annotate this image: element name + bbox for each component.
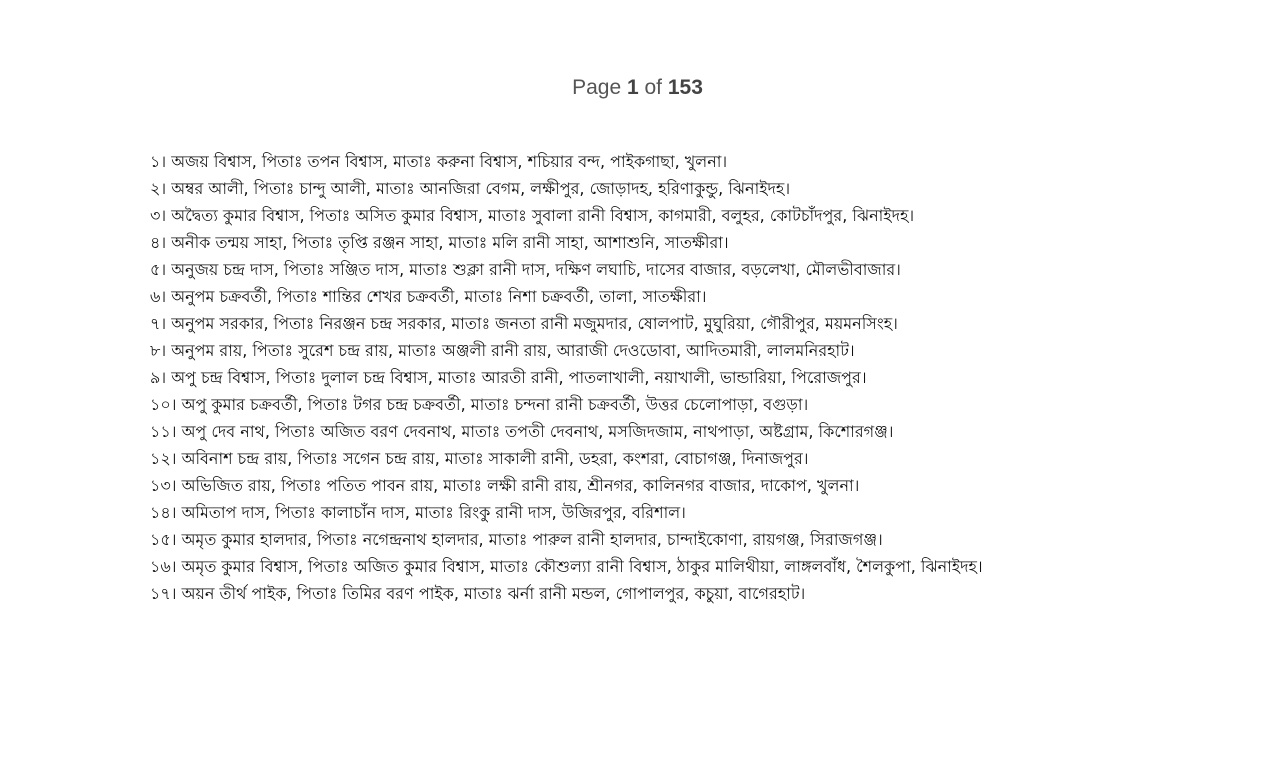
list-item: ১২। অবিনাশ চন্দ্র রায়, পিতাঃ সগেন চন্দ্র রায়, মাতাঃ সাকালী রানী, ডহরা, কংশরা, বোচাগঞ্জ, দিনাজপুর। [150,449,809,468]
list-item: ১৪। অমিতাপ দাস, পিতাঃ কালাচাঁন দাস, মাতাঃ রিংকু রানী দাস, উজিরপুর, বরিশাল। [150,503,686,522]
list-item: ২। অম্বর আলী, পিতাঃ চান্দু আলী, মাতাঃ আনজিরা বেগম, লক্ষীপুর, জোড়াদহ, হরিণাকুন্ডু, ঝিনাইদহ। [150,179,791,198]
list-item: ১৬। অমৃত কুমার বিশ্বাস, পিতাঃ অজিত কুমার বিশ্বাস, মাতাঃ কৌশুল্যা রানী বিশ্বাস, ঠাকুর মালিথীয়া, লাঙ্গলবাঁধ, শৈলকুপা, ঝিনাইদহ। [150,557,983,576]
list-item: ১১। অপু দেব নাথ, পিতাঃ অজিত বরণ দেবনাথ, মাতাঃ তপতী দেবনাথ, মসজিদজাম, নাথপাড়া, অষ্টগ্রাম, কিশোরগঞ্জ। [150,422,894,441]
list-item: ৮। অনুপম রায়, পিতাঃ সুরেশ চন্দ্র রায়, মাতাঃ অঞ্জলী রানী রায়, আরাজী দেওডোবা, আদিতমারী, লালমনিরহাট। [150,341,855,360]
list-item: ৫। অনুজয় চন্দ্র দাস, পিতাঃ সঞ্জিত দাস, মাতাঃ শুক্লা রানী দাস, দক্ষিণ লঘাচি, দাসের বাজার, বড়লেখা, মৌলভীবাজার। [150,260,901,279]
list-item: ১০। অপু কুমার চক্রবর্তী, পিতাঃ টগর চন্দ্র চক্রবর্তী, মাতাঃ চন্দনা রানী চক্রবর্তী, উত্তর চেলোপাড়া, বগুড়া। [150,395,809,414]
list-item: ৯। অপু চন্দ্র বিশ্বাস, পিতাঃ দুলাল চন্দ্র বিশ্বাস, মাতাঃ আরতী রানী, পাতলাখালী, নয়াখালী, ভান্ডারিয়া, পিরোজপুর। [150,368,867,387]
list-item: ১৫। অমৃত কুমার হালদার, পিতাঃ নগেন্দ্রনাথ হালদার, মাতাঃ পারুল রানী হালদার, চান্দাইকোণা, রায়গঞ্জ, সিরাজগঞ্জ। [150,530,883,549]
entry-list [150,148,1260,607]
list-item: ১৩। অভিজিত রায়, পিতাঃ পতিত পাবন রায়, মাতাঃ লক্ষী রানী রায়, শ্রীনগর, কালিনগর বাজার, দাকোপ, খুলনা। [150,476,860,495]
page-number-header [0,73,1275,103]
list-item: ৪। অনীক তন্ময় সাহা, পিতাঃ তৃপ্তি রঞ্জন সাহা, মাতাঃ মলি রানী সাহা, আশাশুনি, সাতক্ষীরা। [150,233,729,252]
list-item: ১৭। অয়ন তীর্থ পাইক, পিতাঃ তিমির বরণ পাইক, মাতাঃ ঝর্না রানী মন্ডল, গোপালপুর, কচুয়া, বাগেরহাট। [150,584,806,603]
page-label: Page [572,76,622,99]
list-item: ৩। অদ্বৈত্য কুমার বিশ্বাস, পিতাঃ অসিত কুমার বিশ্বাস, মাতাঃ সুবালা রানী বিশ্বাস, কাগমারী, বলুহর, কোটচাঁদপুর, ঝিনাইদহ। [150,206,915,225]
list-item: ১। অজয় বিশ্বাস, পিতাঃ তপন বিশ্বাস, মাতাঃ করুনা বিশ্বাস, শচিয়ার বন্দ, পাইকগাছা, খুলনা। [150,152,728,171]
total-page-count: 153 [667,76,703,99]
current-page-number: 1 [626,76,639,99]
list-item: ৭। অনুপম সরকার, পিতাঃ নিরঞ্জন চন্দ্র সরকার, মাতাঃ জনতা রানী মজুমদার, ষোলপাট, মুঘুরিয়া, গৌরীপুর, ময়মনসিংহ। [150,314,898,333]
page-of-label: of [644,76,663,99]
list-item: ৬। অনুপম চক্রবর্তী, পিতাঃ শান্তির শেখর চক্রবর্তী, মাতাঃ নিশা চক্রবর্তী, তালা, সাতক্ষীরা। [150,287,707,306]
